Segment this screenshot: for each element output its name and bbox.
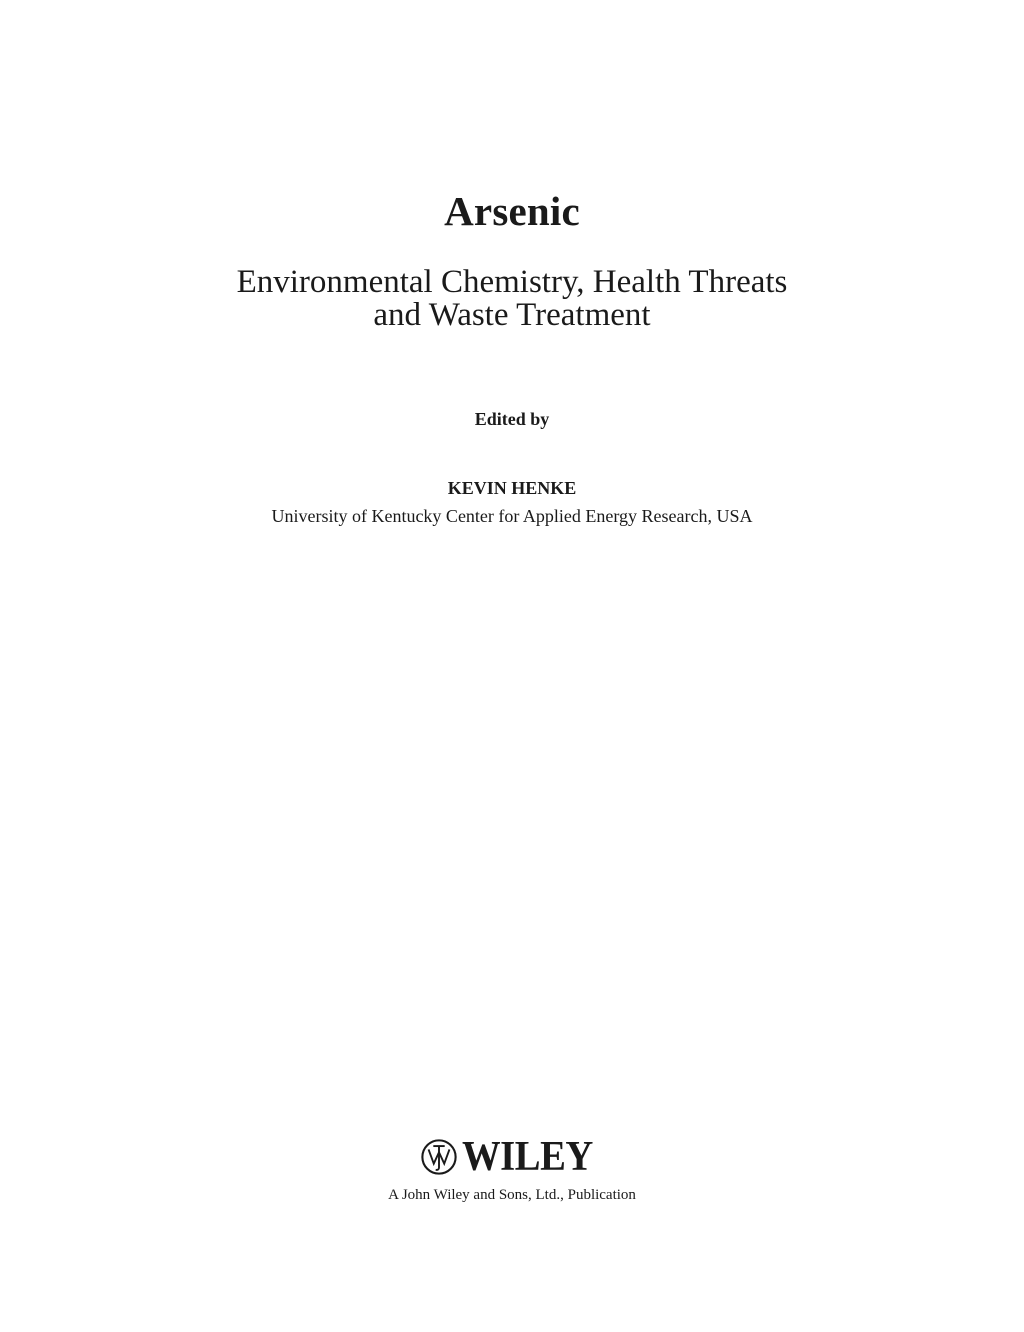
edited-by-label: Edited by	[474, 409, 550, 429]
book-title: Arsenic	[444, 188, 580, 234]
publisher-logo	[420, 1134, 604, 1180]
editor-name: KEVIN HENKE	[447, 478, 577, 498]
book-subtitle	[0, 266, 1024, 332]
editor-affiliation: University of Kentucky Center for Applied Energy Research, USA	[271, 506, 753, 526]
subtitle-line-1: Environmental Chemistry, Health Threats	[236, 264, 788, 300]
publisher-logo-text: WILEY	[461, 1134, 593, 1180]
publisher-block	[0, 1134, 1024, 1205]
wiley-monogram-icon	[420, 1138, 458, 1176]
subtitle-line-2: and Waste Treatment	[373, 297, 651, 333]
publisher-imprint: A John Wiley and Sons, Ltd., Publication	[388, 1187, 636, 1203]
